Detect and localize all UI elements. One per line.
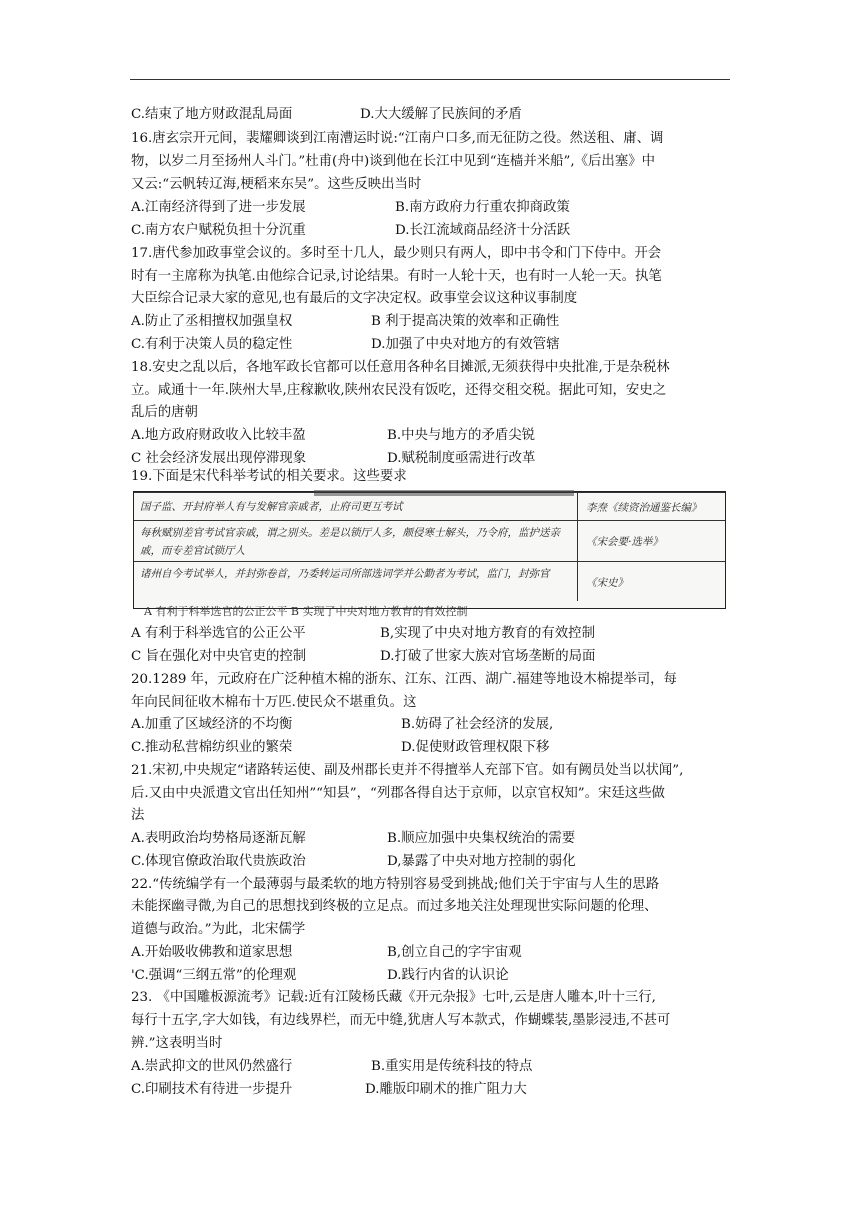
- q18-option-a: A.地方政府财政收入比较丰盈: [131, 428, 306, 443]
- cutoff-text: A 有利于科举选官的公正公平 B 实现了中央对地方教育的有效控制: [144, 605, 468, 618]
- q17-options-cd: [131, 335, 560, 355]
- q21-stem-2: 后.又由中央派遣文官出任知州”“知县”，“列郡各得自达于京师，以京官权知”。宋廷这些做: [131, 786, 665, 801]
- q16-stem-1: 16.唐玄宗开元间，裴耀卿谈到江南漕运时说:“江南户口多,而无征防之役。然送租、庸、调: [131, 131, 664, 146]
- option-c: C.结束了地方财政混乱局面: [131, 107, 293, 122]
- q18-stem-2: 立。咸通十一年.陕州大旱,庄稼歉收,陕州农民没有饭吃，还得交租交税。据此可知，安史之: [131, 383, 667, 398]
- q20-option-b: B.妨碍了社会经济的发展,: [401, 717, 554, 732]
- q17-stem-2: 时有一主席称为执笔.由他综合记录,讨论结果。有时一人轮十天，也有时一人轮一天。执笔: [131, 269, 662, 284]
- q17-option-a: A.防止了丞相擅权加强皇权: [131, 314, 293, 329]
- table-cell-source: 《宋史》: [586, 577, 628, 589]
- q19-option-d: D.打破了世家大族对官场垄断的局面: [380, 649, 596, 664]
- table-cell-text: 每秋赋别差官考试官亲戚，谓之别头。差是以锁厅人多，颇侵寒士解头，乃令府，监护送亲戚，而专差官试锁厅人: [140, 527, 560, 557]
- table-row: [134, 492, 725, 520]
- q18-stem-1: 18.安史之乱以后，各地军政长官都可以任意用各种名目摊派,无须获得中央批准,于是杂税林: [131, 360, 670, 375]
- q16-options-ab: [131, 198, 570, 218]
- q17-options-ab: [131, 312, 560, 332]
- option-line-prev: [131, 105, 522, 125]
- q16-option-a: A.江南经济得到了进一步发展: [131, 200, 306, 215]
- q22-stem-3: 道德与政治。”为此，北宋儒学: [131, 922, 306, 937]
- q21-option-c: C.体现官僚政治取代贵族政治: [131, 854, 306, 869]
- q19-options-cd: [131, 647, 596, 667]
- q17-stem-1: 17.唐代参加政事堂会议的。多时至十几人，最少则只有两人，即中书令和门下侍中。开会: [131, 246, 662, 261]
- q23-stem-3: 辨.”这表明当时: [131, 1036, 223, 1051]
- q17-option-d: D.加强了中央对地方的有效管辖: [371, 337, 560, 352]
- q19-option-a: A 有利于科举选官的公正公平: [131, 626, 306, 641]
- q22-option-d: D.践行内省的认识论: [387, 968, 509, 983]
- q16-stem-2: 物，以岁二月至扬州人斗门。”杜甫(舟中)谈到他在长江中见到“连樯并米船”,《后出塞》中: [131, 154, 655, 169]
- q17-stem-3: 大臣综合记录大家的意见,也有最后的文字决定权。政事堂会议这种议事制度: [131, 291, 578, 306]
- q23-stem-1: 23. 《中国雕板源流考》记载:近有江陵杨氏藏《开元杂报》七叶,云是唐人雕本,叶十三行,: [131, 990, 656, 1005]
- q23-option-a: A.崇武抑文的世风仍然盛行: [131, 1059, 293, 1074]
- q21-options-ab: [131, 829, 576, 849]
- q16-stem-3: 又云:“云帆转辽海,梗稻来东吴”。这些反映出当时: [131, 177, 422, 192]
- q17-option-b: B 利于提高决策的效率和正确性: [371, 314, 560, 329]
- q18-options-ab: [131, 426, 536, 446]
- q18-option-c: C 社会经济发展出现停滞现象: [131, 451, 307, 466]
- q18-option-b: B.中央与地方的矛盾尖锐: [387, 428, 536, 443]
- table-cell-text: 国子监、开封府举人有与发解官亲戚者，止府司更互考试: [140, 501, 403, 513]
- table-cell-text: 诸州自今考试举人，并封弥卷首，乃委转运司所部选词学并公勤者为考试，监门，封弥官: [140, 568, 550, 580]
- table-divider: [577, 521, 578, 561]
- q20-options-ab: [131, 715, 554, 735]
- q22-stem-2: 未能探幽寻微,为自己的思想找到终极的立足点。而过多地关注处理现世实际问题的伦理、: [131, 899, 658, 914]
- q22-option-b: B,创立自己的字宇宙观: [387, 945, 522, 960]
- q20-stem-2: 年向民间征收木棉布十万匹.使民众不堪重负。这: [131, 695, 417, 710]
- table-cell-source: 李焘《续资治通鉴长编》: [586, 502, 702, 514]
- q16-option-b: B.南方政府力行重农抑商政策: [395, 200, 570, 215]
- q21-option-b: B.顺应加强中央集权统治的需要: [387, 831, 576, 846]
- q19-option-c: C 旨在强化对中央官吏的控制: [131, 649, 307, 664]
- q21-option-a: A.表明政治均势格局逐渐瓦解: [131, 831, 306, 846]
- q20-stem-1: 20.1289 年，元政府在广泛种植木棉的浙东、江东、江西、湖广.福建等地设木棉提举司，每: [131, 672, 677, 687]
- q22-options-ab: [131, 943, 522, 963]
- q17-option-c: C.有利于决策人员的稳定性: [131, 337, 293, 352]
- q22-option-c: 'C.强调“三纲五常”的伦理观: [131, 968, 297, 983]
- q21-option-d: D,暴露了中央对地方控制的弱化: [387, 854, 576, 869]
- q22-option-a: A.开始吸收佛教和道家思想: [131, 945, 293, 960]
- q20-options-cd: [131, 738, 550, 758]
- q23-option-d: D.雕版印刷术的推广阻力大: [365, 1082, 527, 1097]
- q23-stem-2: 每行十五字,字大如钱，有边线界栏，而无中缝,犹唐人写本款式，作蝴蝶装,墨影浸违,不甚可: [131, 1013, 671, 1028]
- q19-source-table: [133, 491, 726, 618]
- table-cell-source: 《宋会要·选举》: [586, 536, 663, 548]
- table-divider: [577, 493, 578, 520]
- q20-option-c: C.推动私营棉纺织业的繁荣: [131, 740, 293, 755]
- header-rule: [130, 79, 730, 80]
- q21-options-cd: [131, 852, 576, 872]
- table-row: [134, 561, 725, 601]
- option-d: D.大大缓解了民族间的矛盾: [360, 107, 522, 122]
- q23-options-cd: [131, 1080, 527, 1100]
- q16-option-c: C.南方农户赋税负担十分沉重: [131, 223, 306, 238]
- q22-stem-1: 22.“传统编学有一个最薄弱与最柔软的地方特别容易受到挑战;他们关于宇宙与人生的思路: [131, 877, 660, 892]
- q18-options-cd: [131, 449, 536, 469]
- q16-options-cd: [131, 221, 571, 241]
- q18-stem-3: 乱后的唐朝: [131, 405, 198, 420]
- q16-option-d: D.长江流域商品经济十分活跃: [395, 223, 571, 238]
- q20-option-a: A.加重了区域经济的不均衡: [131, 717, 293, 732]
- q23-option-b: B.重实用是传统科技的特点: [371, 1059, 533, 1074]
- q22-options-cd: [131, 966, 509, 986]
- q21-stem-1: 21.宋初,中央规定“诸路转运使、副及州郡长吏并不得擅举人充部下官。如有阙员处当以状闻”,: [131, 763, 684, 778]
- table-divider: [577, 562, 578, 601]
- q18-option-d: D.赋税制度亟需进行改革: [387, 451, 536, 466]
- q21-stem-3: 法: [131, 808, 145, 823]
- q19-options-ab: [131, 624, 595, 644]
- q23-option-c: C.印刷技术有待进一步提升: [131, 1082, 293, 1097]
- q20-option-d: D.促使财政管理权限下移: [401, 740, 550, 755]
- q23-options-ab: [131, 1057, 533, 1077]
- q19-stem-1: 19.下面是宋代科举考试的相关要求。这些要求: [131, 469, 407, 484]
- table-row: [134, 520, 725, 561]
- q19-option-b: B,实现了中央对地方教育的有效控制: [380, 626, 595, 641]
